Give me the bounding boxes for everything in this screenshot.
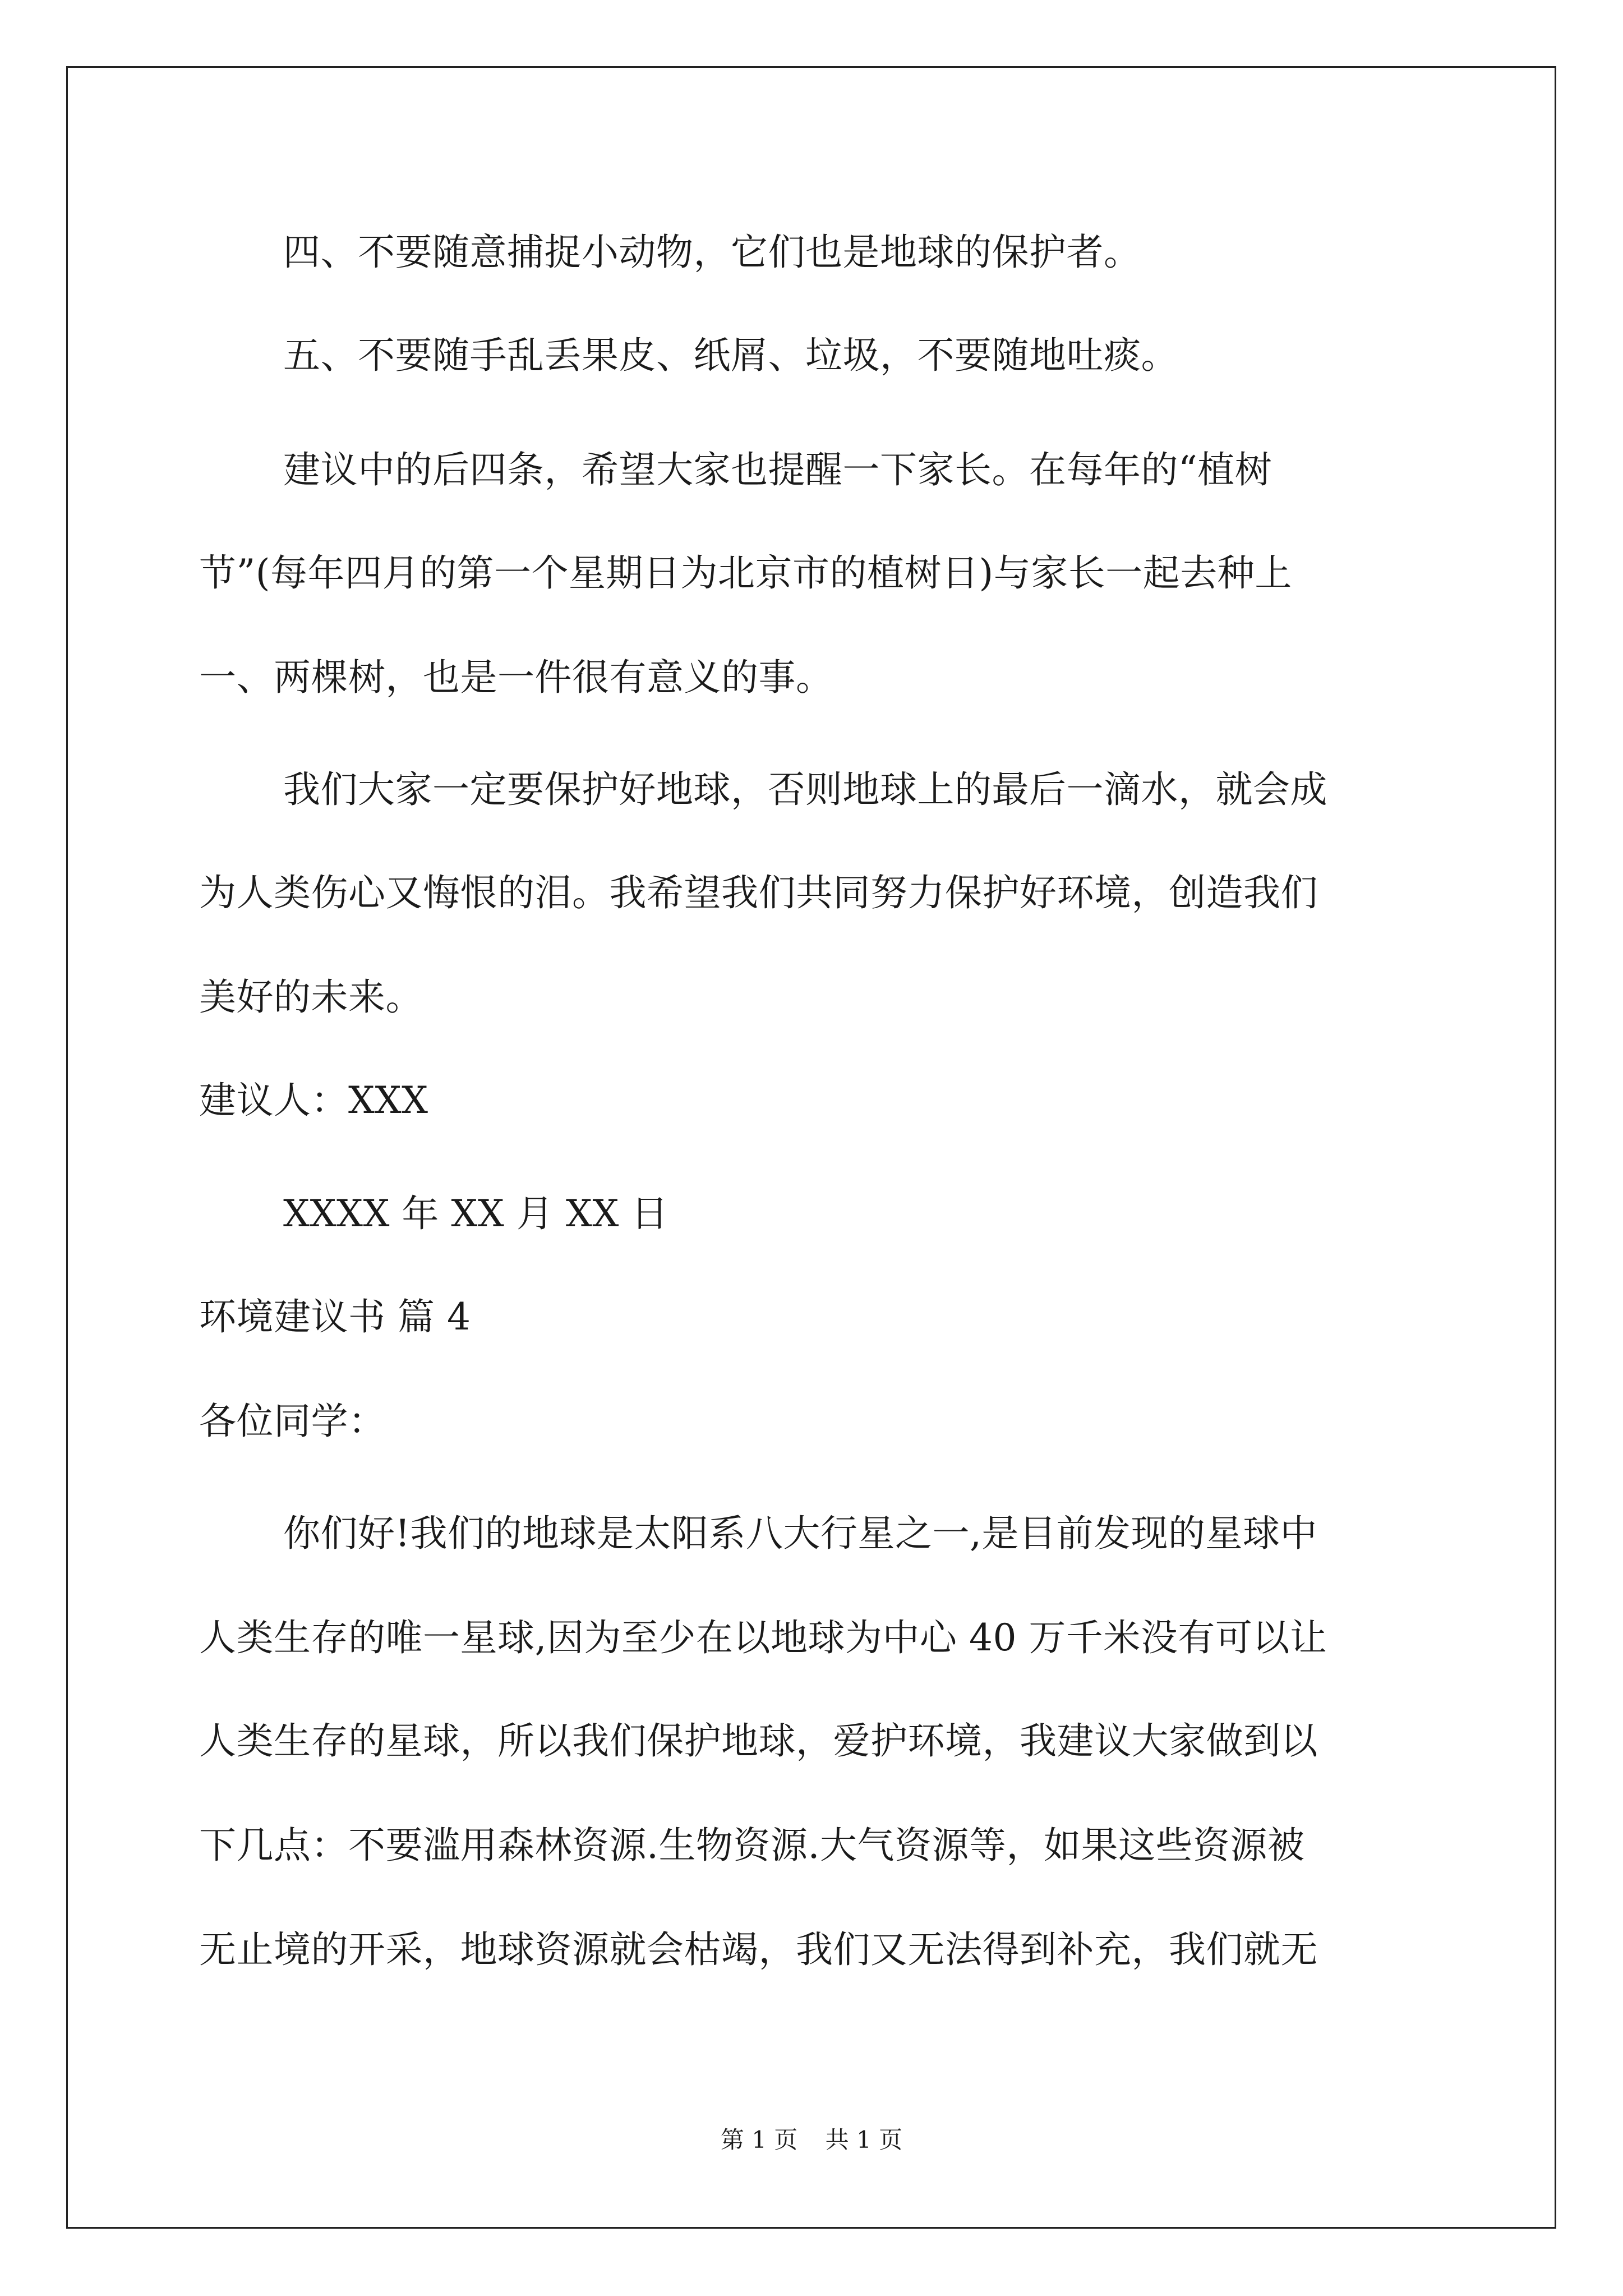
paragraph-line: 节”(每年四月的第一个星期日为北京市的植树日)与家长一起去种上 — [199, 551, 1292, 595]
page-number-total: 共 1 页 — [825, 2126, 903, 2154]
page-footer — [0, 2126, 1623, 2154]
signature-line: 建议人：XXX — [199, 1079, 428, 1122]
paragraph-line: 人类生存的唯一星球,因为至少在以地球为中心 40 万千米没有可以让 — [199, 1616, 1327, 1659]
paragraph-line: 建议中的后四条，希望大家也提醒一下家长。在每年的“植树 — [283, 448, 1272, 491]
page-border — [66, 66, 1556, 2229]
date-line: XXXX 年 XX 月 XX 日 — [283, 1192, 668, 1235]
paragraph-line: 一、两棵树，也是一件很有意义的事。 — [199, 656, 833, 699]
section-heading: 环境建议书 篇 4 — [199, 1295, 471, 1338]
paragraph-line: 四、不要随意捕捉小动物，它们也是地球的保护者。 — [283, 231, 1141, 274]
paragraph-line: 你们好!我们的地球是太阳系八大行星之一,是目前发现的星球中 — [283, 1512, 1318, 1555]
paragraph-line: 为人类伤心又悔恨的泪。我希望我们共同努力保护好环境，创造我们 — [199, 871, 1318, 914]
paragraph-line: 美好的未来。 — [199, 976, 423, 1019]
salutation: 各位同学： — [199, 1400, 386, 1443]
paragraph-line: 无止境的开采，地球资源就会枯竭，我们又无法得到补充，我们就无 — [199, 1928, 1318, 1971]
paragraph-line: 五、不要随手乱丢果皮、纸屑、垃圾，不要随地吐痰。 — [283, 334, 1178, 377]
paragraph-line: 人类生存的星球，所以我们保护地球，爱护环境，我建议大家做到以 — [199, 1719, 1318, 1763]
page-number-current: 第 1 页 — [720, 2126, 798, 2154]
paragraph-line: 下几点：不要滥用森林资源.生物资源.大气资源等，如果这些资源被 — [199, 1824, 1305, 1867]
paragraph-line: 我们大家一定要保护好地球，否则地球上的最后一滴水，就会成 — [283, 768, 1327, 811]
